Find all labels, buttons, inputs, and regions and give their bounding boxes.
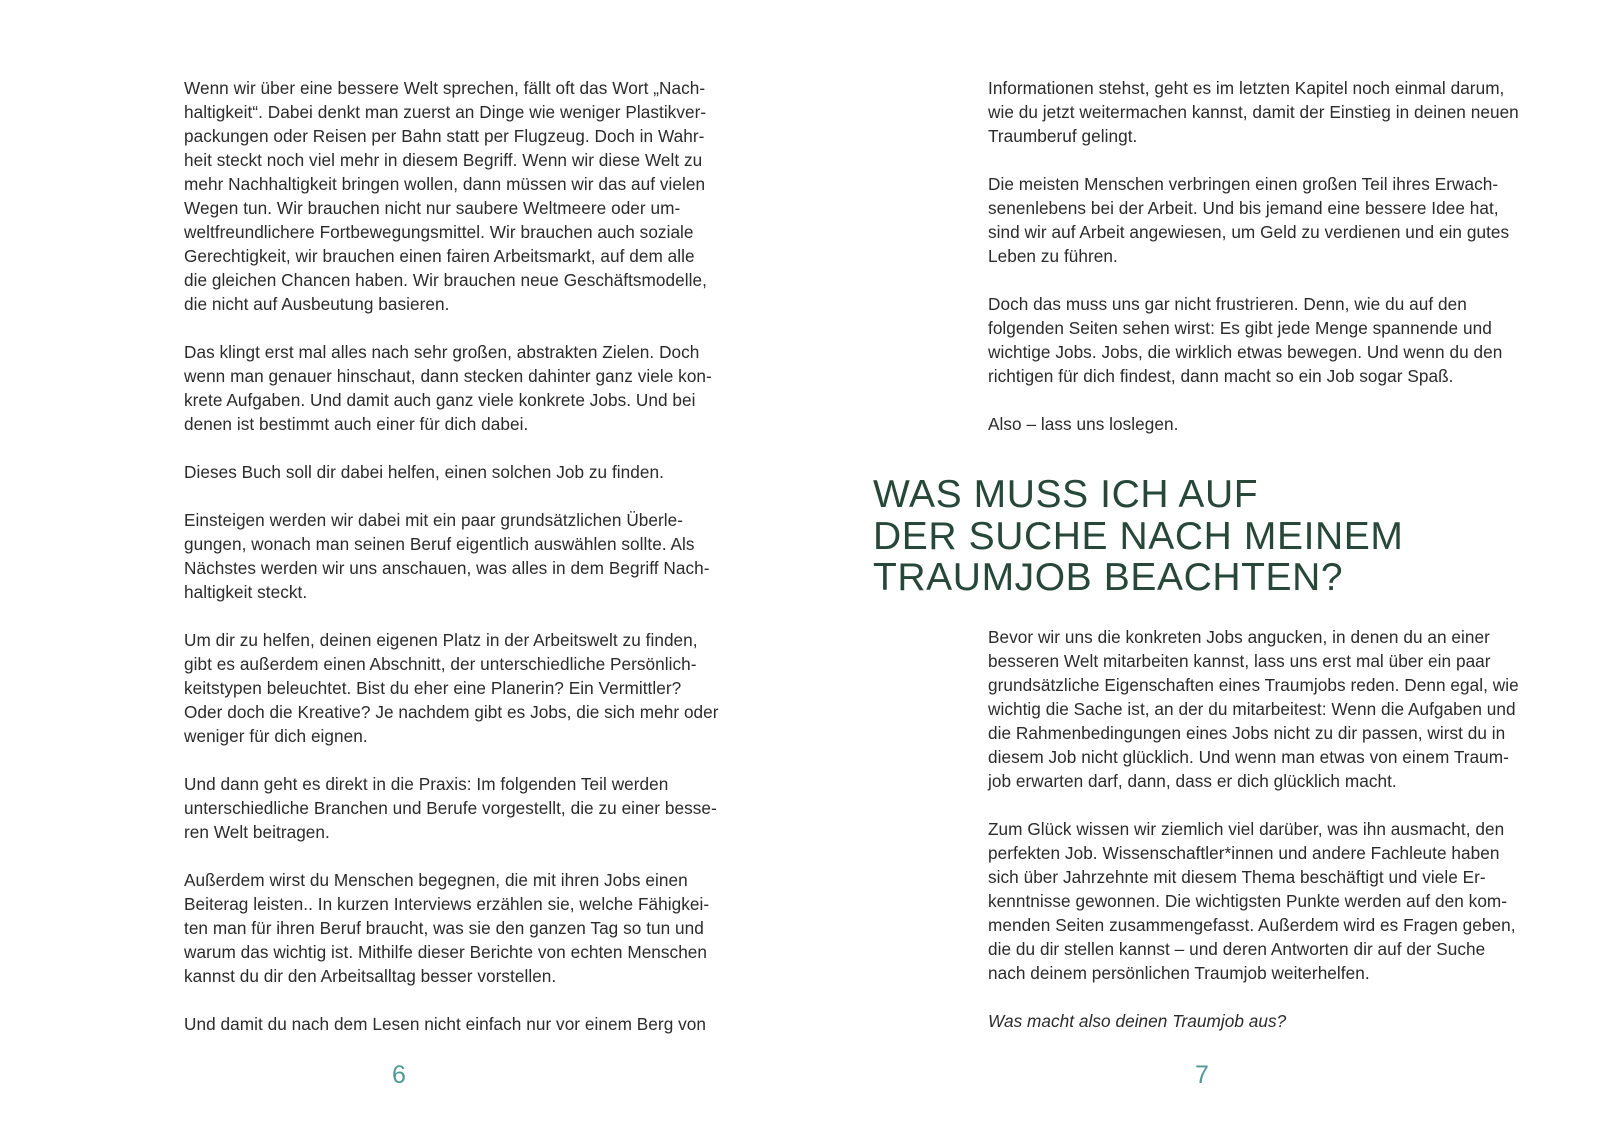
chapter-heading [873,474,1403,599]
text-line: denen ist bestimmt auch einer für dich dabei. [184,414,529,434]
text-line: kenntnisse gewonnen. Die wichtigsten Punkte werden auf den kom- [988,891,1508,911]
text-line: perfekten Job. Wissenschaftler*innen und andere Fachleute haben [988,843,1500,863]
text-line: die nicht auf Ausbeutung basieren. [184,294,450,314]
right-paragraph-1 [988,76,1548,148]
right-page [800,0,1600,1135]
text-line: Dieses Buch soll dir dabei helfen, einen solchen Job zu finden. [184,462,664,482]
text-line: die gleichen Chancen haben. Wir brauchen neue Geschäftsmodelle, [184,270,707,290]
text-line: Wegen tun. Wir brauchen nicht nur saubere Weltmeere oder um- [184,198,681,218]
right-paragraph-5 [988,625,1548,793]
left-paragraph-4 [184,508,744,604]
text-line: unterschiedliche Branchen und Berufe vorgestellt, die zu einer besse- [184,798,717,818]
text-line: Oder doch die Kreative? Je nachdem gibt es Jobs, die sich mehr oder [184,702,719,722]
heading-line: TRAUMJOB BEACHTEN? [873,556,1344,599]
text-line: Die meisten Menschen verbringen einen großen Teil ihres Erwach- [988,174,1499,194]
text-line: mehr Nachhaltigkeit bringen wollen, dann müssen wir das auf vielen [184,174,706,194]
text-line: menden Seiten zusammengefasst. Außerdem wird es Fragen geben, [988,915,1516,935]
text-line: kannst du dir den Arbeitsalltag besser vorstellen. [184,966,557,986]
text-line: Traumberuf gelingt. [988,126,1138,146]
text-line: senenlebens bei der Arbeit. Und bis jemand eine bessere Idee hat, [988,198,1499,218]
left-paragraph-8 [184,1012,744,1036]
text-line: heit steckt noch viel mehr in diesem Begriff. Wenn wir diese Welt zu [184,150,703,170]
text-line: wichtig die Sache ist, an der du mitarbeitest: Wenn die Aufgaben und [988,699,1516,719]
text-line: Und dann geht es direkt in die Praxis: Im folgenden Teil werden [184,774,669,794]
text-line: richtigen für dich findest, dann macht so ein Job sogar Spaß. [988,366,1454,386]
text-line: besseren Welt mitarbeiten kannst, lass uns erst mal über ein paar [988,651,1491,671]
right-paragraph-2 [988,172,1548,268]
right-paragraph-4 [988,412,1548,436]
text-line: Nächstes werden wir uns anschauen, was alles in dem Begriff Nach- [184,558,710,578]
right-paragraph-closing [988,1009,1548,1033]
text-line: Bevor wir uns die konkreten Jobs angucken, in denen du an einer [988,627,1490,647]
text-line: haltigkeit“. Dabei denkt man zuerst an Dinge wie weniger Plastikver- [184,102,707,122]
left-paragraph-1 [184,76,744,316]
text-line: Wenn wir über eine bessere Welt sprechen, fällt oft das Wort „Nach- [184,78,706,98]
left-paragraph-6 [184,772,744,844]
text-line: die Rahmenbedingungen eines Jobs nicht zu dir passen, wirst du in [988,723,1506,743]
text-line: Leben zu führen. [988,246,1118,266]
text-line: ten man für ihren Beruf braucht, was sie den ganzen Tag so tun und [184,918,704,938]
text-line: warum das wichtig ist. Mithilfe dieser Berichte von echten Menschen [184,942,708,962]
heading-line: DER SUCHE NACH MEINEM [873,514,1404,558]
text-line: krete Aufgaben. Und damit auch ganz viele konkrete Jobs. Und bei [184,390,696,410]
text-line: Informationen stehst, geht es im letzten Kapitel noch einmal darum, [988,78,1505,98]
text-line: Außerdem wirst du Menschen begegnen, die mit ihren Jobs einen [184,870,688,890]
left-paragraph-5 [184,628,744,748]
text-line: die du dir stellen kannst – und deren Antworten dir auf der Suche [988,939,1486,959]
text-line: ren Welt beitragen. [184,822,330,842]
text-line: Also – lass uns loslegen. [988,414,1179,434]
right-page-bottom-text-column [988,625,1548,1057]
page-number-left: 6 [392,1061,406,1089]
text-line: sind wir auf Arbeit angewiesen, um Geld zu verdienen und ein gutes [988,222,1510,242]
text-line: Gerechtigkeit, wir brauchen einen fairen Arbeitsmarkt, auf dem alle [184,246,695,266]
heading-line: WAS MUSS ICH AUF [873,473,1259,516]
left-paragraph-2 [184,340,744,436]
text-line: Doch das muss uns gar nicht frustrieren. Denn, wie du auf den [988,294,1467,314]
right-paragraph-6 [988,817,1548,985]
text-line: Beiterag leisten.. In kurzen Interviews erzählen sie, welche Fähigkei- [184,894,710,914]
text-line: Einsteigen werden wir dabei mit ein paar grundsätzlichen Überle- [184,510,684,530]
text-line: Und damit du nach dem Lesen nicht einfach nur vor einem Berg von [184,1014,706,1034]
text-line: sich über Jahrzehnte mit diesem Thema beschäftigt und viele Er- [988,867,1486,887]
right-paragraph-3 [988,292,1548,388]
left-paragraph-7 [184,868,744,988]
left-paragraph-3 [184,460,744,484]
page-number-right: 7 [1195,1061,1209,1089]
text-line: wenn man genauer hinschaut, dann stecken dahinter ganz viele kon- [184,366,712,386]
closing-question: Was macht also deinen Traumjob aus? [988,1011,1287,1031]
text-line: wichtige Jobs. Jobs, die wirklich etwas bewegen. Und wenn du den [988,342,1503,362]
right-page-top-text-column [988,76,1548,460]
text-line: diesem Job nicht glücklich. Und wenn man etwas von einem Traum- [988,747,1509,767]
text-line: Um dir zu helfen, deinen eigenen Platz in der Arbeitswelt zu finden, [184,630,698,650]
text-line: gibt es außerdem einen Abschnitt, der unterschiedliche Persönlich- [184,654,697,674]
text-line: Zum Glück wissen wir ziemlich viel darüber, was ihn ausmacht, den [988,819,1505,839]
text-line: packungen oder Reisen per Bahn statt per Flugzeug. Doch in Wahr- [184,126,705,146]
text-line: weniger für dich eignen. [184,726,368,746]
text-line: grundsätzliche Eigenschaften eines Traumjobs reden. Denn egal, wie [988,675,1519,695]
text-line: folgenden Seiten sehen wirst: Es gibt jede Menge spannende und [988,318,1492,338]
text-line: nach deinem persönlichen Traumjob weiterhelfen. [988,963,1370,983]
text-line: weltfreundlichere Fortbewegungsmittel. Wir brauchen auch soziale [184,222,694,242]
text-line: gungen, wonach man seinen Beruf eigentlich auswählen sollte. Als [184,534,695,554]
text-line: job erwarten darf, dann, dass er dich glücklich macht. [988,771,1397,791]
text-line: Das klingt erst mal alles nach sehr großen, abstrakten Zielen. Doch [184,342,700,362]
left-page-text-column [184,76,744,1060]
text-line: keitstypen beleuchtet. Bist du eher eine Planerin? Ein Vermittler? [184,678,682,698]
text-line: haltigkeit steckt. [184,582,308,602]
text-line: wie du jetzt weitermachen kannst, damit der Einstieg in deinen neuen [988,102,1519,122]
